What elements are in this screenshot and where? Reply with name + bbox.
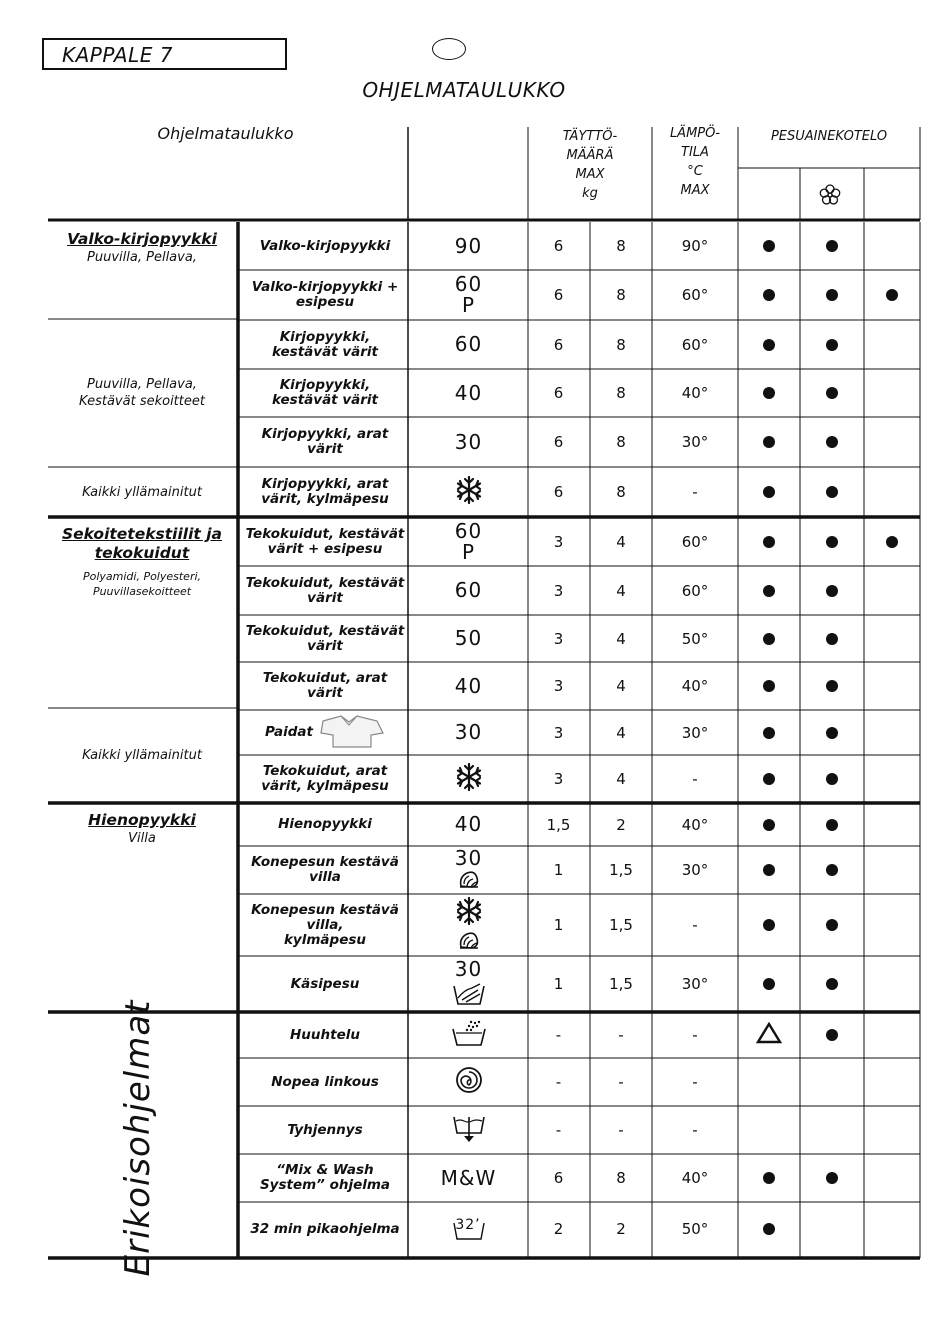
detergent-cell xyxy=(800,1012,864,1058)
load-cell: 8 xyxy=(616,384,626,402)
header-load-max: TÄYTTÖ- MÄÄRÄ MAX kg xyxy=(562,129,618,201)
program-name: Käsipesu xyxy=(290,975,360,992)
category-2 xyxy=(48,467,236,517)
program-name-cell xyxy=(240,662,410,710)
program-name-cell xyxy=(240,803,410,846)
program-symbol: 60 xyxy=(454,332,483,356)
program-symbol: M&W xyxy=(440,1165,497,1190)
program-symbol-cell xyxy=(410,846,527,894)
dot-mark xyxy=(763,978,775,990)
dot-mark xyxy=(763,864,775,876)
detergent-cell xyxy=(800,417,864,467)
dot-mark xyxy=(826,436,838,448)
dot-mark xyxy=(763,240,775,252)
dot-mark xyxy=(763,773,775,785)
chapter-label: KAPPALE 7 xyxy=(62,43,173,67)
load-cell: 4 xyxy=(616,723,626,742)
load-cell: 2 xyxy=(616,815,626,834)
program-name: Kirjopyykki, kestävät värit xyxy=(272,377,378,408)
temperature-cell: 60° xyxy=(681,335,709,354)
program-name: Kirjopyykki, arat värit xyxy=(261,426,389,457)
program-symbol-cell xyxy=(410,1012,527,1058)
program-name-cell xyxy=(240,566,410,615)
load-cell: 1,5 xyxy=(609,916,633,934)
load-cell: - xyxy=(618,1121,624,1139)
program-name-cell xyxy=(240,894,410,956)
load-cell: 8 xyxy=(616,483,626,501)
load-cell: 4 xyxy=(616,581,626,600)
dot-mark xyxy=(826,978,838,990)
load-cell: 4 xyxy=(616,629,626,648)
detergent-cell xyxy=(738,417,800,467)
load-cell: - xyxy=(555,1121,562,1139)
program-name-cell xyxy=(240,467,410,517)
program-symbol-cell xyxy=(410,803,527,846)
dot-mark xyxy=(826,633,838,645)
load-cell: 6 xyxy=(553,433,564,451)
program-symbol: 30 xyxy=(454,720,483,744)
load-cell: 2 xyxy=(553,1220,564,1238)
temperature-cell: - xyxy=(692,770,698,788)
load-cell: - xyxy=(618,1073,624,1091)
category-4 xyxy=(48,708,236,803)
program-name-cell xyxy=(240,517,410,566)
load-cell: 3 xyxy=(553,723,564,742)
load-cell: 4 xyxy=(616,677,626,695)
load-cell: - xyxy=(555,1073,562,1091)
load-cell: 6 xyxy=(553,286,564,304)
temperature-cell: 40° xyxy=(681,384,709,402)
category-subtitle: Puuvilla, Pellava, xyxy=(87,250,197,265)
program-name: Nopea linkous xyxy=(271,1073,379,1090)
program-symbol-cell xyxy=(410,956,527,1012)
category-3 xyxy=(48,517,236,716)
detergent-cell xyxy=(738,615,800,662)
dot-mark xyxy=(826,240,838,252)
category-5 xyxy=(48,803,236,1020)
load-cell: 3 xyxy=(553,770,564,788)
detergent-cell xyxy=(864,270,920,320)
program-name-cell xyxy=(240,222,410,270)
dot-mark xyxy=(763,436,775,448)
temperature-cell: 60° xyxy=(681,532,709,551)
detergent-cell xyxy=(800,956,864,1012)
program-symbol-cell xyxy=(410,417,527,467)
detergent-cell xyxy=(738,320,800,369)
temperature-cell: 40° xyxy=(681,1169,709,1187)
temperature-cell: 60° xyxy=(681,286,709,304)
program-symbol-cell xyxy=(410,615,527,662)
program-name: Hienopyykki xyxy=(278,816,372,832)
load-cell: 6 xyxy=(553,335,564,354)
rinse-icon xyxy=(451,1019,487,1051)
detergent-cell xyxy=(800,755,864,803)
dot-mark xyxy=(826,680,838,692)
load-cell: 1,5 xyxy=(546,815,571,834)
detergent-cell xyxy=(800,615,864,662)
load-cell: 6 xyxy=(553,1169,564,1187)
program-name: Konepesun kestävä villa, kylmäpesu xyxy=(251,901,399,948)
dot-mark xyxy=(763,680,775,692)
program-symbol: 50 xyxy=(454,626,483,650)
load-cell: 4 xyxy=(616,532,626,551)
program-symbol: 40 xyxy=(454,380,483,405)
program-name-cell xyxy=(240,369,410,417)
load-cell: 8 xyxy=(616,286,626,304)
category-subtitle: Polyamidi, Polyesteri, Puuvillasekoitteet xyxy=(82,570,202,598)
program-symbol: 60 P xyxy=(454,272,483,317)
triangle-icon xyxy=(756,1022,782,1048)
category-title-special: Erikoisohjelmat xyxy=(118,999,158,1277)
program-name: Tekokuidut, arat värit, kylmäpesu xyxy=(261,763,389,794)
program-name-cell xyxy=(240,1154,410,1202)
load-cell: 1 xyxy=(553,916,564,934)
snowflake-icon xyxy=(454,896,484,930)
program-symbol-cell xyxy=(410,662,527,710)
program-name-cell xyxy=(240,1202,410,1256)
detergent-cell xyxy=(800,894,864,956)
temperature-cell: 40° xyxy=(681,677,709,695)
dot-mark xyxy=(763,289,775,301)
program-symbol: 90 xyxy=(454,233,483,258)
wool-icon xyxy=(458,930,480,954)
detergent-cell xyxy=(738,566,800,615)
program-symbol: 30 xyxy=(454,956,483,981)
load-cell: 6 xyxy=(553,384,564,402)
program-symbol: 30 xyxy=(454,429,483,454)
load-cell: 4 xyxy=(616,770,626,788)
detergent-cell xyxy=(800,517,864,566)
temperature-cell: 60° xyxy=(681,581,709,600)
detergent-cell xyxy=(800,710,864,755)
dot-mark xyxy=(826,387,838,399)
snowflake-icon xyxy=(454,762,484,796)
program-name-cell xyxy=(240,1012,410,1058)
dot-mark xyxy=(763,727,775,739)
detergent-cell xyxy=(800,566,864,615)
wool-icon xyxy=(458,869,480,893)
dot-mark xyxy=(763,536,775,548)
load-cell: 8 xyxy=(616,237,626,255)
load-cell: 1,5 xyxy=(609,975,633,993)
temperature-cell: - xyxy=(692,1073,698,1091)
dot-mark xyxy=(826,864,838,876)
spin-icon xyxy=(454,1065,484,1099)
dot-mark xyxy=(763,1172,775,1184)
load-cell: - xyxy=(555,1026,562,1044)
program-name: Valko-kirjopyykki xyxy=(259,237,391,254)
dot-mark xyxy=(763,339,775,351)
program-symbol-cell xyxy=(410,270,527,320)
dot-mark xyxy=(763,387,775,399)
category-1 xyxy=(48,319,236,467)
category-subtitle: Kaikki yllämainitut xyxy=(82,748,202,763)
dot-mark xyxy=(826,1172,838,1184)
load-cell: - xyxy=(618,1026,624,1044)
dot-mark xyxy=(826,919,838,931)
program-name: Tekokuidut, kestävät värit xyxy=(245,622,405,654)
detergent-cell xyxy=(738,710,800,755)
program-name-cell xyxy=(240,1106,410,1154)
program-symbol-cell xyxy=(410,710,527,755)
detergent-cell xyxy=(738,270,800,320)
dot-mark xyxy=(886,536,898,548)
program-symbol-cell xyxy=(410,1106,527,1154)
program-name-cell xyxy=(240,710,410,755)
detergent-cell xyxy=(800,662,864,710)
snowflake-icon xyxy=(454,475,484,509)
category-title: Hienopyykki xyxy=(88,811,196,829)
temperature-cell: 50° xyxy=(681,629,709,648)
program-name: “Mix & Wash System” ohjelma xyxy=(259,1162,391,1193)
detergent-cell xyxy=(800,320,864,369)
program-name: Konepesun kestävä villa xyxy=(251,854,399,885)
program-symbol-cell xyxy=(410,320,527,369)
dot-mark xyxy=(763,919,775,931)
detergent-cell xyxy=(800,270,864,320)
program-name: Kirjopyykki, kestävät värit xyxy=(272,328,378,360)
detergent-cell xyxy=(738,467,800,517)
shirt-icon xyxy=(319,713,385,753)
dot-mark xyxy=(826,1029,838,1041)
program-name-cell xyxy=(240,270,410,320)
detergent-cell xyxy=(864,517,920,566)
program-name: Tekokuidut, kestävät värit xyxy=(245,574,405,606)
program-name-cell xyxy=(240,846,410,894)
load-cell: 3 xyxy=(553,677,564,695)
detergent-cell xyxy=(738,803,800,846)
temperature-cell: 90° xyxy=(681,237,709,255)
load-cell: 6 xyxy=(553,237,564,255)
dot-mark xyxy=(826,585,838,597)
temperature-cell: 40° xyxy=(681,815,709,834)
load-cell: 8 xyxy=(616,433,626,451)
program-symbol-cell xyxy=(410,467,527,517)
program-name-cell xyxy=(240,417,410,467)
detergent-cell xyxy=(738,1012,800,1058)
program-name: Kirjopyykki, arat värit, kylmäpesu xyxy=(261,476,389,507)
program-name-cell xyxy=(240,755,410,803)
svg-text:32’: 32’ xyxy=(454,1217,481,1233)
load-cell: 3 xyxy=(553,581,564,600)
load-cell: 8 xyxy=(616,335,626,354)
program-symbol-cell xyxy=(410,369,527,417)
load-cell: 1 xyxy=(553,975,564,993)
program-name-cell xyxy=(240,1058,410,1106)
temperature-cell: 30° xyxy=(681,861,709,879)
temperature-cell: 30° xyxy=(681,433,709,451)
load-cell: 1,5 xyxy=(609,861,633,879)
program-name-cell xyxy=(240,615,410,662)
load-cell: 2 xyxy=(616,1220,626,1238)
detergent-cell xyxy=(738,1154,800,1202)
program-name-cell xyxy=(240,956,410,1012)
quick-32-icon xyxy=(451,1213,487,1245)
detergent-cell xyxy=(800,222,864,270)
detergent-cell xyxy=(738,1202,800,1256)
load-cell: 3 xyxy=(553,532,564,551)
dot-mark xyxy=(763,1223,775,1235)
detergent-cell xyxy=(738,894,800,956)
program-symbol-cell xyxy=(410,222,527,270)
program-symbol-cell xyxy=(410,894,527,956)
dot-mark xyxy=(826,339,838,351)
dot-mark xyxy=(826,536,838,548)
load-cell: 6 xyxy=(553,483,564,501)
dot-mark xyxy=(763,633,775,645)
load-cell: 1 xyxy=(553,861,564,879)
dot-mark xyxy=(763,585,775,597)
dot-mark xyxy=(763,486,775,498)
category-subtitle: Kaikki yllämainitut xyxy=(82,484,202,500)
detergent-cell xyxy=(738,222,800,270)
category-subtitle: Puuvilla, Pellava, Kestävät sekoitteet xyxy=(79,377,205,409)
program-symbol-cell xyxy=(410,755,527,803)
category-0 xyxy=(48,222,236,327)
category-title: Sekoitetekstiilit ja tekokuidut xyxy=(61,525,222,562)
temperature-cell: 50° xyxy=(681,1220,709,1238)
dot-mark xyxy=(826,773,838,785)
temperature-cell: - xyxy=(692,483,698,501)
detergent-cell xyxy=(738,369,800,417)
detergent-cell xyxy=(738,517,800,566)
load-cell: 3 xyxy=(553,629,564,648)
dot-mark xyxy=(886,289,898,301)
page-title: OHJELMATAULUKKO xyxy=(362,78,566,102)
detergent-cell xyxy=(738,956,800,1012)
program-symbol: 30 xyxy=(454,845,483,870)
program-name: Valko-kirjopyykki + esipesu xyxy=(251,279,399,310)
handwash-icon xyxy=(452,980,486,1010)
program-name: Tekokuidut, arat värit xyxy=(262,670,388,701)
program-name-cell xyxy=(240,320,410,369)
drain-icon xyxy=(452,1113,486,1147)
program-symbol-cell xyxy=(410,566,527,615)
program-symbol: 40 xyxy=(454,673,483,698)
detergent-cell xyxy=(800,369,864,417)
dot-mark xyxy=(826,486,838,498)
program-name: 32 min pikaohjelma xyxy=(250,1220,400,1237)
dot-mark xyxy=(826,289,838,301)
program-name: Tekokuidut, kestävät värit + esipesu xyxy=(245,525,405,557)
detergent-cell xyxy=(800,467,864,517)
temperature-cell: 30° xyxy=(681,975,709,993)
detergent-cell xyxy=(738,755,800,803)
temperature-cell: - xyxy=(692,916,698,934)
detergent-cell xyxy=(800,846,864,894)
program-symbol: 60 P xyxy=(454,518,483,564)
dot-mark xyxy=(826,819,838,831)
program-symbol-cell xyxy=(410,1058,527,1106)
program-symbol: 60 xyxy=(454,578,483,602)
program-name: Tyhjennys xyxy=(287,1121,363,1138)
temperature-cell: - xyxy=(692,1026,698,1044)
header-detergent: PESUAINEKOTELO xyxy=(770,129,888,144)
detergent-cell xyxy=(800,1154,864,1202)
dot-mark xyxy=(826,727,838,739)
program-symbol-cell xyxy=(410,1202,527,1256)
program-name: Huuhtelu xyxy=(290,1026,360,1043)
temperature-cell: 30° xyxy=(681,723,709,742)
program-symbol: 40 xyxy=(454,812,483,836)
detergent-cell xyxy=(738,846,800,894)
header-program-table: Ohjelmataulukko xyxy=(157,124,294,143)
load-cell: 8 xyxy=(616,1169,626,1187)
category-subtitle: Villa xyxy=(128,831,156,846)
program-symbol-cell xyxy=(410,517,527,566)
program-name: Paidat xyxy=(265,724,313,740)
detergent-cell xyxy=(800,803,864,846)
program-symbol-cell xyxy=(410,1154,527,1202)
header-temperature: LÄMPÖ- TILA °C MAX xyxy=(669,126,721,198)
temperature-cell: - xyxy=(692,1121,698,1139)
detergent-cell xyxy=(738,662,800,710)
category-title: Valko-kirjopyykki xyxy=(67,230,217,248)
dot-mark xyxy=(763,819,775,831)
